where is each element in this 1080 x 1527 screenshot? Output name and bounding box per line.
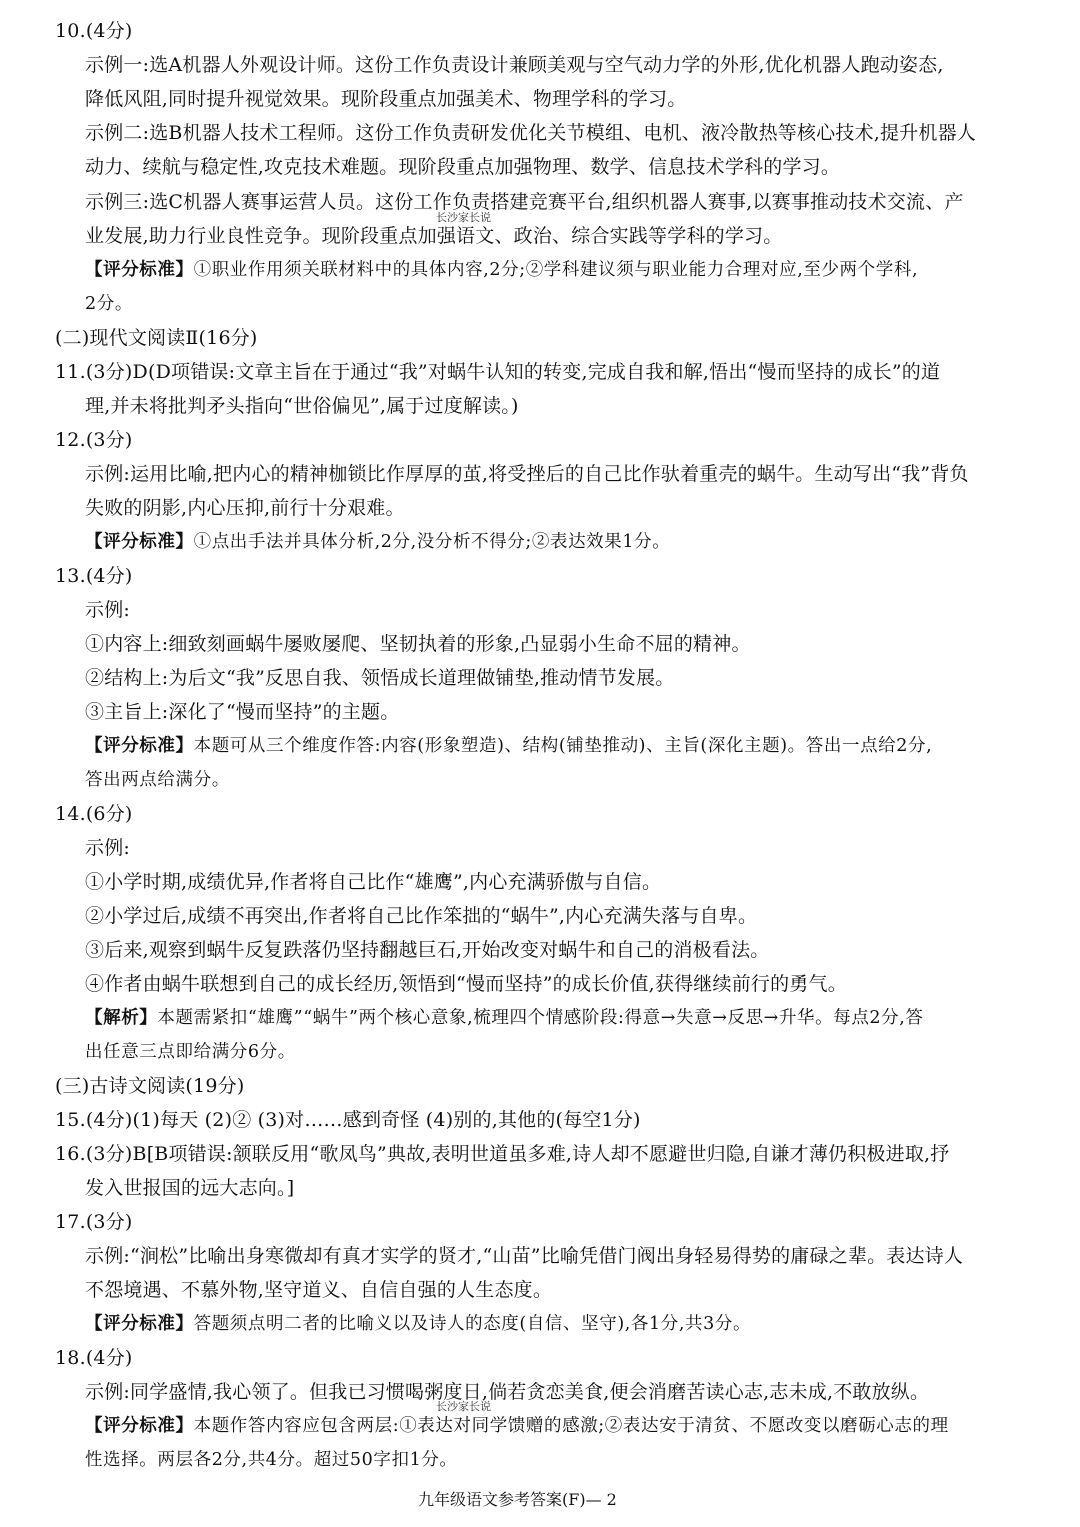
q13-scoring-line2: 答出两点给满分。 <box>85 770 230 790</box>
q18-scoring-line1: 【评分标准】本题作答内容应包含两层:①表达对同学馈赠的感激;②表达安于清贫、不愿改变以磨砺心志的理 <box>85 1416 949 1436</box>
q18-example: 示例:同学盛情,我心领了。但我已习惯喝粥度日,倘若贪恋美食,便会消磨苦读心志,志未成,不敢放纵。 <box>85 1381 930 1403</box>
q17-example-line2: 不怨境遇、不慕外物,坚守道义、自信自强的人生态度。 <box>85 1279 553 1301</box>
section-heading-classical-reading: (三)古诗文阅读(19分) <box>55 1075 245 1097</box>
q13-example-label: 示例: <box>85 599 131 621</box>
watermark-text: 长沙家长说 <box>436 211 491 224</box>
q10-scoring-line1: 【评分标准】①职业作用须关联材料中的具体内容,2分;②学科建议须与职业能力合理对应,至少两个学科, <box>85 260 919 280</box>
scoring-standard-tag: 【评分标准】 <box>85 736 194 756</box>
q17-scoring: 【评分标准】答题须点明二者的比喻义以及诗人的态度(自信、坚守),各1分,共3分。 <box>85 1314 752 1334</box>
q10-example3-line2: 业发展,助力行业良性竞争。现阶段重点加强语文、政治、综合实践等学科的学习。 <box>85 225 783 247</box>
q14-point1: ①小学时期,成绩优异,作者将自己比作“雄鹰”,内心充满骄傲与自信。 <box>85 871 662 893</box>
section-heading-modern-reading-2: (二)现代文阅读Ⅱ(16分) <box>55 327 258 349</box>
q14-example-label: 示例: <box>85 837 131 859</box>
q12-heading: 12.(3分) <box>55 429 133 451</box>
watermark-text: 长沙家长说 <box>436 1400 491 1413</box>
q10-example1-line1: 示例一:选A机器人外观设计师。这份工作负责设计兼顾美观与空气动力学的外形,优化机器人跑动姿态, <box>85 54 944 76</box>
scoring-standard-tag: 【评分标准】 <box>85 260 194 280</box>
page-footer: 九年级语文参考答案(F)— 2 <box>418 1490 617 1509</box>
q14-point3: ③后来,观察到蜗牛反复跌落仍坚持翻越巨石,开始改变对蜗牛和自己的消极看法。 <box>85 939 770 961</box>
q13-point2: ②结构上:为后文“我”反思自我、领悟成长道理做铺垫,推动情节发展。 <box>85 667 675 689</box>
q10-heading: 10.(4分) <box>55 20 133 42</box>
q12-example-line2: 失败的阴影,内心压抑,前行十分艰难。 <box>85 497 405 519</box>
q11-line2: 理,并未将批判矛头指向“世俗偏见”,属于过度解读。) <box>85 395 519 417</box>
scoring-standard-tag: 【评分标准】 <box>85 532 194 552</box>
q16-line2: 发入世报国的远大志向。] <box>85 1177 295 1199</box>
q18-heading: 18.(4分) <box>55 1347 133 1369</box>
q18-scoring-line2: 性选择。两层各2分,共4分。超过50字扣1分。 <box>85 1450 458 1470</box>
q12-scoring: 【评分标准】①点出手法并具体分析,2分,没分析不得分;②表达效果1分。 <box>85 532 671 552</box>
q13-scoring-line1: 【评分标准】本题可从三个维度作答:内容(形象塑造)、结构(铺垫推动)、主旨(深化主题)。答出一点给2分, <box>85 736 933 756</box>
q10-example2-line1: 示例二:选B机器人技术工程师。这份工作负责研发优化关节模组、电机、液冷散热等核心技术,提升机器人 <box>85 122 977 144</box>
q10-example3-line1: 示例三:选C机器人赛事运营人员。这份工作负责搭建竞赛平台,组织机器人赛事,以赛事推动技术交流、产 <box>85 191 964 213</box>
q10-example1-line2: 降低风阻,同时提升视觉效果。现阶段重点加强美术、物理学科的学习。 <box>85 88 687 110</box>
q16-line1: 16.(3分)B[B项错误:颔联反用“歌凤鸟”典故,表明世道虽多难,诗人却不愿避世归隐,自谦才薄仍积极进取,抒 <box>55 1143 950 1165</box>
q17-heading: 17.(3分) <box>55 1211 133 1233</box>
q15-line: 15.(4分)(1)每天 (2)② (3)对……感到奇怪 (4)别的,其他的(每空1分) <box>55 1109 641 1131</box>
q14-point4: ④作者由蜗牛联想到自己的成长经历,领悟到“慢而坚持”的成长价值,获得继续前行的勇气。 <box>85 973 847 995</box>
q14-point2: ②小学过后,成绩不再突出,作者将自己比作笨拙的“蜗牛”,内心充满失落与自卑。 <box>85 905 758 927</box>
q10-example2-line2: 动力、续航与稳定性,攻克技术难题。现阶段重点加强物理、数学、信息技术学科的学习。 <box>85 156 841 178</box>
q13-point3: ③主旨上:深化了“慢而坚持”的主题。 <box>85 701 400 723</box>
scoring-standard-tag: 【评分标准】 <box>85 1416 194 1436</box>
q13-heading: 13.(4分) <box>55 565 133 587</box>
q10-scoring-line2: 2分。 <box>85 294 133 314</box>
q14-analysis-line2: 出任意三点即给满分6分。 <box>85 1042 296 1062</box>
q11-line1: 11.(3分)D(D项错误:文章主旨在于通过“我”对蜗牛认知的转变,完成自我和解,悟出“慢而坚持的成长”的道 <box>55 361 941 383</box>
q12-example-line1: 示例:运用比喻,把内心的精神枷锁比作厚厚的茧,将受挫后的自己比作驮着重壳的蜗牛。生动写出“我”背负 <box>85 463 969 485</box>
analysis-tag: 【解析】 <box>85 1008 158 1028</box>
q14-analysis-line1: 【解析】本题需紧扣“雄鹰”“蜗牛”两个核心意象,梳理四个情感阶段:得意→失意→反思→升华。每点2分,答 <box>85 1008 924 1028</box>
q13-point1: ①内容上:细致刻画蜗牛屡败屡爬、坚韧执着的形象,凸显弱小生命不屈的精神。 <box>85 633 751 655</box>
q17-example-line1: 示例:“涧松”比喻出身寒微却有真才实学的贤才,“山苗”比喻凭借门阀出身轻易得势的庸碌之辈。表达诗人 <box>85 1245 964 1267</box>
scoring-standard-tag: 【评分标准】 <box>85 1314 194 1334</box>
q14-heading: 14.(6分) <box>55 803 133 825</box>
